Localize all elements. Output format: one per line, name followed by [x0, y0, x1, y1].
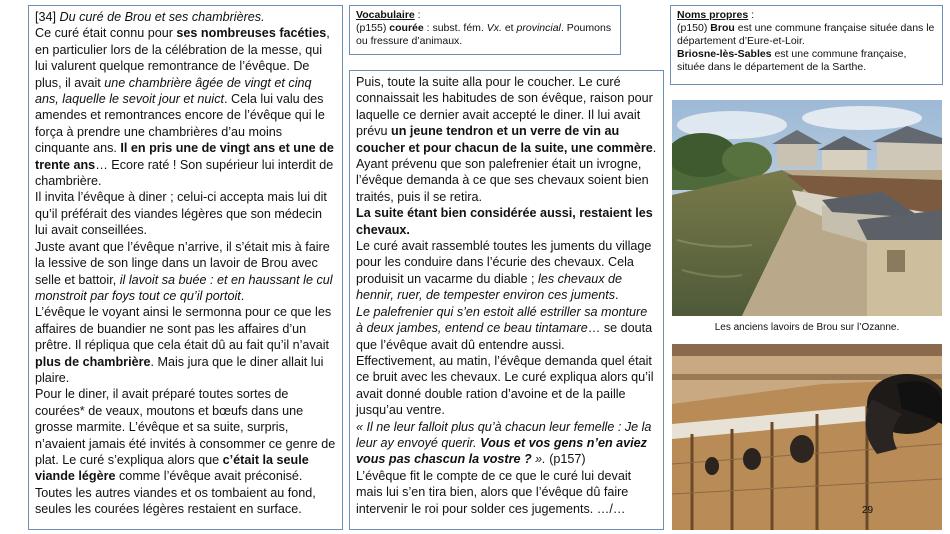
- story-left-column: [28, 5, 343, 530]
- text-run: Juste avant que l’évêque n’arrive, il s’était mis à faire la lessive de son linge dans un lavoir de Brou avec selle et battoir,: [35, 239, 330, 287]
- story-heading: [35, 9, 336, 25]
- text-run: … se douta que l’évêque avait dû entendre aussi.: [356, 321, 653, 352]
- quote-run: les chevaux de hennir, ruer, de tempester environ ces juments: [356, 271, 623, 303]
- stable-photo-image: [672, 344, 942, 530]
- paragraph-1: [35, 25, 336, 189]
- text-run: :: [414, 9, 421, 21]
- river-photo-image: [672, 100, 942, 316]
- quote-run: Vous et vos gens n’en aviez vous pas chascun la vostre ?: [356, 435, 647, 467]
- paragraph-9: [356, 304, 657, 353]
- wash-house-river-photo: [672, 100, 942, 316]
- text-run: (p157): [549, 452, 586, 467]
- story-middle-column: [349, 70, 664, 530]
- text-run: est une commune française située dans le département d’Eure-et-Loir.: [677, 22, 935, 47]
- text-run: Vx.: [486, 22, 502, 34]
- proper-names-box: [670, 5, 943, 85]
- quote-run: il lavoit sa buée : et en haussant le cul monstroit par foys tout ce qu’il portoit: [35, 272, 333, 303]
- text-run: L’évêque le voyant ainsi le sermonna pour ce que les affaires de buandier ne sont pas les affaires d’un prêtre. Il répliqua que cela était dû au fait qu’il n’avait: [35, 305, 332, 353]
- proper-name-entry: [677, 48, 936, 74]
- paragraph-6: [356, 74, 657, 205]
- proper-name-entry: [677, 22, 936, 48]
- paragraph-10: Effectivement, au matin, l’évêque demanda quel était ce bruit avec les chevaux. Le curé expliqua alors qu’il avait donné double ration d’avoine et de la paille jusqu’au ventre.: [356, 353, 654, 418]
- text-run: ses nombreuses facéties: [176, 26, 327, 41]
- text-run: provincial: [516, 22, 561, 34]
- paragraph-5: [35, 386, 336, 517]
- photo-caption: Les anciens lavoirs de Brou sur l’Ozanne.: [714, 322, 900, 333]
- story-number: [34]: [35, 10, 57, 24]
- quote-run: Le palefrenier qui s’en estoit allé estriller sa monture à deux jambes, entend ce beau tintamare: [356, 304, 648, 336]
- text-run: : subst. fém.: [423, 22, 487, 34]
- text-run: comme l’évêque avait préconisé. Toutes les autres viandes et os tombaient au fond, seules les courées légères restaient en surface.: [35, 469, 316, 517]
- text-run: . Poumons ou fressure d’animaux.: [356, 22, 612, 47]
- vocabulary-heading: [356, 9, 614, 22]
- paragraph-8: [356, 238, 657, 304]
- text-run: un jeune tendron et un verre de vin au coucher et pour chacun de la suite, une commère: [356, 124, 653, 155]
- page-number: 29: [862, 505, 874, 516]
- proper-names-title: Noms propres: [677, 9, 749, 21]
- text-run: .: [615, 288, 619, 303]
- text-run: :: [748, 9, 755, 21]
- proper-name: Brou: [710, 22, 735, 34]
- paragraph-7: La suite étant bien considérée aussi, restaient les chevaux.: [356, 206, 653, 237]
- paragraph-3: [35, 239, 336, 305]
- paragraph-12: L’évêque fit le compte de ce que le curé lui devait mais lui s’en tira bien, alors que l’évêque dû faire intervenir le roi pour solder ces jugements. …/…: [356, 468, 632, 516]
- text-run: est une commune française, située dans le département de la Sarthe.: [677, 48, 907, 73]
- text-run: . Mais jura que le diner allait lui plaire.: [35, 354, 324, 385]
- text-run: . Cela lui valu des amendes et remontrances encore de l’évêque qui le força à prendre une chambrières d’au moins cinquante ans.: [35, 92, 325, 156]
- quote-run: ».: [531, 452, 550, 467]
- vocabulary-word: courée: [389, 22, 424, 34]
- text-run: Il en pris une de vingt ans et une de trente ans: [35, 141, 334, 172]
- proper-names-heading: [677, 9, 936, 22]
- text-run: et: [501, 22, 517, 34]
- quote-run: « Il ne leur falloit plus qu’à chacun leur femelle : Je la leur ay envoyé querir.: [356, 419, 652, 450]
- text-run: (p155): [356, 22, 390, 34]
- paragraph-11: [356, 419, 657, 468]
- story-title: Du curé de Brou et ses chambrières.: [59, 10, 265, 24]
- text-run: . Ayant prévenu que son palefrenier était un ivrogne, l’évêque demanda à ce que ses chevaux soient bien traités, puis il se retira.: [356, 140, 657, 204]
- horse-stable-photo: [672, 344, 942, 530]
- quote-run: une chambrière âgée de vingt et cinq ans, laquelle le sevoit jour et nuict: [35, 75, 312, 107]
- text-run: … Ecore raté ! Son supérieur lui interdit de chambrière.: [35, 157, 334, 189]
- text-run: plus de chambrière: [35, 354, 151, 369]
- text-run: (p150): [677, 22, 711, 34]
- text-run: .: [240, 288, 245, 303]
- text-run: Pour le diner, il avait préparé toutes sortes de courées* de veaux, moutons et bœufs dans une grosse marmite. L’évêque et sa suite, surpris, n’avaient jamais été invités à consommer ce genre de plat. Le curé s’expliqua alors que: [35, 387, 336, 467]
- text-run: Le curé avait rassemblé toutes les juments du village pour les conduire dans l’écurie des chevaux. Cela produisit un vacarme du diable ;: [356, 239, 652, 286]
- text-run: Puis, toute la suite alla pour le coucher. Le curé connaissait les habitudes de son évêque, raison pour laquelle ce dernier avait accepté le diner. Il lui avait prévu: [356, 75, 653, 139]
- text-run: c’était la seule viande légère: [35, 452, 309, 484]
- proper-name: Briosne-lès-Sables: [677, 48, 772, 60]
- paragraph-2: Il invita l’évêque à diner ; celui-ci accepta mais lui dit qu’il préférait des viandes légères que son médecin lui avait conseillées.: [35, 190, 327, 238]
- vocabulary-box: [349, 5, 621, 55]
- paragraph-4: [35, 304, 336, 386]
- text-run: Ce curé était connu pour: [35, 26, 177, 41]
- text-run: , en particulier lors de la célébration de la messe, qui lui valurent quelque remontrance de l’évêque. De plus, il avait: [35, 26, 330, 90]
- vocabulary-title: Vocabulaire: [356, 9, 415, 21]
- vocabulary-entry: [356, 22, 614, 48]
